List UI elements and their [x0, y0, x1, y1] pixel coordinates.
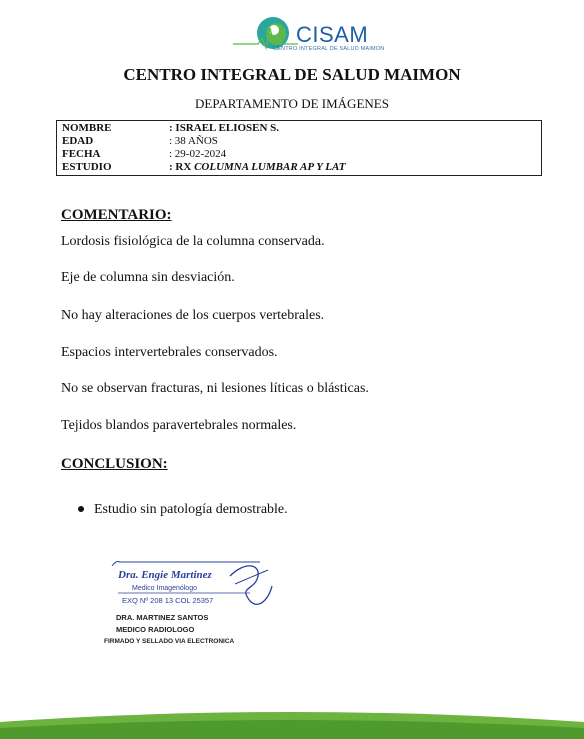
logo-brand: CISAM	[296, 22, 369, 47]
comment-line: Tejidos blandos paravertebrales normales.	[61, 418, 297, 433]
date-label: FECHA	[62, 148, 101, 160]
comment-line: Lordosis fisiológica de la columna conservada.	[61, 234, 325, 249]
study-value-wrapper	[169, 161, 345, 174]
patient-age-row	[57, 135, 541, 148]
study-value: COLUMNA LUMBAR AP Y LAT	[194, 161, 346, 173]
signature-stamp-icon	[110, 556, 278, 618]
page-title: CENTRO INTEGRAL DE SALUD MAIMON	[123, 65, 461, 84]
comment-heading: COMENTARIO:	[61, 207, 172, 223]
bullet-icon	[78, 506, 84, 512]
conclusion-heading: CONCLUSION:	[61, 456, 168, 472]
signer-title: MEDICO RADIOLOGO	[116, 625, 195, 634]
logo-tagline: CENTRO INTEGRAL DE SALUD MAIMON	[273, 46, 385, 52]
svg-text:Dra. Engie Martinez: Dra. Engie Martinez	[118, 569, 212, 581]
department-subtitle: DEPARTAMENTO DE IMÁGENES	[195, 96, 389, 111]
conclusion-item	[78, 502, 288, 518]
study-row	[57, 161, 541, 174]
comment-line: No se observan fracturas, ni lesiones líticas o blásticas.	[61, 381, 369, 396]
date-value: : 29-02-2024	[169, 148, 227, 160]
patient-name-row	[57, 122, 541, 135]
name-label: NOMBRE	[62, 122, 112, 134]
age-label: EDAD	[62, 135, 94, 147]
study-label: ESTUDIO	[62, 161, 112, 173]
patient-info-box	[56, 120, 542, 176]
footer-wave-decoration	[0, 700, 584, 739]
signature-note: FIRMADO Y SELLADO VIA ELECTRONICA	[104, 638, 235, 645]
signer-name: DRA. MARTINEZ SANTOS	[116, 613, 209, 622]
name-value: : ISRAEL ELIOSEN S.	[169, 122, 280, 134]
comment-line: Eje de columna sin desviación.	[61, 270, 235, 285]
study-date-row	[57, 148, 541, 161]
age-value: : 38 AÑOS	[169, 135, 218, 147]
conclusion-item-text: Estudio sin patología demostrable.	[94, 502, 288, 517]
comment-line: No hay alteraciones de los cuerpos vertebrales.	[61, 308, 325, 323]
svg-text:EXQ Nº 208 13 COL 25357: EXQ Nº 208 13 COL 25357	[122, 596, 214, 605]
comment-line: Espacios intervertebrales conservados.	[61, 345, 278, 360]
study-prefix: : RX	[169, 161, 195, 173]
svg-text:Medico Imagenólogo: Medico Imagenólogo	[132, 585, 197, 592]
